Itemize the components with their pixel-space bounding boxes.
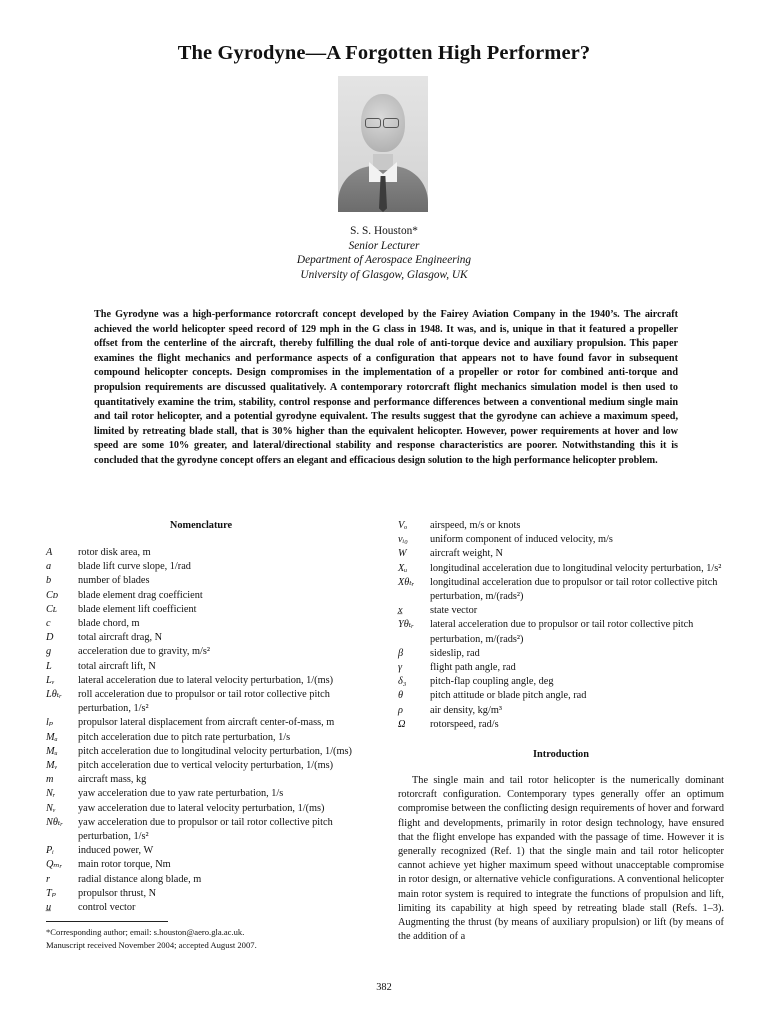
nomenclature-symbol: Yθₜᵣ <box>398 619 414 631</box>
nomenclature-symbol: L <box>46 660 52 672</box>
nomenclature-entry <box>46 731 356 745</box>
nomenclature-definition: blade element lift coefficient <box>78 603 197 615</box>
nomenclature-definition: total aircraft lift, N <box>78 660 156 672</box>
nomenclature-symbol: b <box>46 575 52 587</box>
footnote-author: *Corresponding author; email: s.houston@aero.gla.ac.uk. <box>46 927 245 938</box>
nomenclature-entry <box>398 576 724 604</box>
nomenclature-entry <box>46 603 356 617</box>
nomenclature-definition: flight path angle, rad <box>430 662 516 674</box>
nomenclature-definition: main rotor torque, Nm <box>78 859 171 871</box>
nomenclature-symbol: Nᵥ <box>46 802 56 814</box>
author-university: University of Glasgow, Glasgow, UK <box>300 268 468 281</box>
nomenclature-definition: yaw acceleration due to propulsor or tail rotor collective pitch perturbation, 1/s² <box>78 816 333 843</box>
nomenclature-entry <box>398 675 724 689</box>
nomenclature-heading: Nomenclature <box>169 520 233 531</box>
nomenclature-entry <box>46 887 356 901</box>
abstract: The Gyrodyne was a high-performance rotorcraft concept developed by the Fairey Aviation Company in the 1940’s. The aircraft achieved the world helicopter speed record of 129 mph in the G class in 1948. It was, and is, unique in that it featured a propeller offset from the centerline of the aircraft, thereby fulfilling the dual role of anti-torque device and auxiliary propulsion. This paper examines the flight mechanics and performance aspects of a configuration that appears not to have found favor in subsequent compound helicopter concepts. Design compromises in the implementation of a propeller or rotor for combined anti-torque and propulsion requirements are discussed qualitatively. A contemporary rotorcraft flight mechanics simulation model is then used to quantitatively examine the trim, stability, control response and performance differences between a conventional medium single main and tail rotor helicopter, and a potential gyrodyne equivalent. The results suggest that the gyrodyne can achieve a maximum speed, limited by retreating blade stall, that is 30% higher than the equivalent helicopter. However, power requirements at hover and low speed are some 10% greater, and lateral/directional stability and response characteristics are poorer. Notwithstanding this it is concluded that the gyrodyne concept offers an elegant and efficacious design solution to the high performance helicopter problem. <box>94 309 678 466</box>
nomenclature-entry <box>46 617 356 631</box>
nomenclature-entry <box>398 647 724 661</box>
nomenclature-definition: pitch acceleration due to longitudinal velocity perturbation, 1/(ms) <box>78 745 352 757</box>
nomenclature-symbol: Vₒ <box>398 520 408 531</box>
nomenclature-definition: total aircraft drag, N <box>78 632 163 644</box>
nomenclature-entry <box>398 718 724 732</box>
nomenclature-symbol: lₚ <box>46 717 53 729</box>
nomenclature-definition: yaw acceleration due to lateral velocity perturbation, 1/(ms) <box>78 802 325 814</box>
nomenclature-definition: lateral acceleration due to lateral velocity perturbation, 1/(ms) <box>78 674 334 686</box>
paper-title: The Gyrodyne—A Forgotten High Performer? <box>177 42 591 64</box>
nomenclature-definition: aircraft weight, N <box>430 548 503 560</box>
nomenclature-symbol: Xᵤ <box>398 562 408 574</box>
nomenclature-definition: airspeed, m/s or knots <box>430 520 521 531</box>
nomenclature-definition: propulsor lateral displacement from aircraft center-of-mass, m <box>78 717 335 729</box>
nomenclature-entry <box>398 661 724 675</box>
nomenclature-symbol: r <box>46 873 51 885</box>
nomenclature-entry <box>398 604 724 618</box>
nomenclature-symbol: x̲ <box>398 605 403 617</box>
nomenclature-entry <box>46 844 356 858</box>
nomenclature-entry <box>398 618 724 646</box>
introduction-text: The single main and tail rotor helicopter is the numerically dominant rotorcraft configuration. Contemporary types generally offer an optimum compromise between the conflicting design requirements of hover and forward flight and developments, primarily in rotor design technology, have ensured that the flight envelope has expanded with the passage of time. However it is generally recognized (Ref. 1) that the single main and tail rotor helicopter cannot achieve yet higher maximum speed without unacceptable compromise in rotor design, or alternative vehicle configurations. A conventional helicopter main rotor system is required to integrate the functions of propulsion and lift, limiting its capability at high speed by retreating blade stall (Refs. 1–3). Augmenting the thrust (by means of auxiliary propulsion) or lift (by means of the addition of a <box>398 775 724 943</box>
nomenclature-symbol: Mₐ <box>46 731 58 743</box>
nomenclature-entry <box>46 631 356 645</box>
nomenclature-definition: sideslip, rad <box>430 647 480 659</box>
nomenclature-definition: pitch-flap coupling angle, deg <box>430 676 554 688</box>
nomenclature-definition: uniform component of induced velocity, m/s <box>430 534 613 546</box>
nomenclature-symbol: ρ <box>398 704 403 716</box>
nomenclature-symbol: Nᵣ <box>46 788 56 800</box>
nomenclature-entry <box>398 547 724 561</box>
nomenclature-entry <box>46 660 356 674</box>
nomenclature-symbol: D <box>46 632 54 644</box>
nomenclature-symbol: Cʟ <box>46 603 57 615</box>
nomenclature-entry <box>46 674 356 688</box>
nomenclature-list-right <box>398 519 724 732</box>
nomenclature-definition: number of blades <box>78 575 150 587</box>
nomenclature-definition: pitch acceleration due to vertical velocity perturbation, 1/(ms) <box>78 760 334 772</box>
nomenclature-definition: yaw acceleration due to yaw rate perturbation, 1/s <box>78 788 284 800</box>
nomenclature-entry <box>46 574 356 588</box>
nomenclature-entry <box>398 562 724 576</box>
nomenclature-symbol: Pᵢ <box>46 845 54 857</box>
nomenclature-list-left <box>46 546 356 915</box>
nomenclature-symbol: a <box>46 561 52 573</box>
nomenclature-symbol: g <box>46 646 52 658</box>
nomenclature-symbol: γ <box>398 662 403 674</box>
nomenclature-definition: induced power, W <box>78 845 154 857</box>
nomenclature-entry <box>398 519 724 533</box>
footnote-manuscript: Manuscript received November 2004; accepted August 2007. <box>46 939 257 950</box>
nomenclature-symbol: vᵢ₀ <box>398 534 408 546</box>
nomenclature-definition: state vector <box>430 605 478 617</box>
introduction-heading: Introduction <box>533 749 589 761</box>
nomenclature-entry <box>46 745 356 759</box>
nomenclature-entry <box>398 704 724 718</box>
nomenclature-entry <box>46 901 356 915</box>
nomenclature-symbol: β <box>398 647 404 659</box>
nomenclature-entry <box>46 589 356 603</box>
nomenclature-entry <box>46 787 356 801</box>
nomenclature-entry <box>46 716 356 730</box>
nomenclature-symbol: Qₘᵣ <box>46 859 63 871</box>
footnote-divider <box>46 921 168 922</box>
nomenclature-entry <box>46 773 356 787</box>
nomenclature-entry <box>46 759 356 773</box>
nomenclature-definition: radial distance along blade, m <box>78 873 202 885</box>
nomenclature-symbol: Ω <box>398 718 406 730</box>
nomenclature-definition: lateral acceleration due to propulsor or tail rotor collective pitch perturbation, m/(rads²) <box>430 619 694 645</box>
nomenclature-definition: roll acceleration due to propulsor or tail rotor collective pitch perturbation, 1/s² <box>78 689 330 715</box>
nomenclature-entry <box>46 560 356 574</box>
nomenclature-symbol: c <box>46 618 51 630</box>
author-block <box>0 224 768 282</box>
nomenclature-entry <box>46 858 356 872</box>
nomenclature-definition: control vector <box>78 902 136 914</box>
nomenclature-definition: rotor disk area, m <box>78 547 151 558</box>
nomenclature-symbol: W <box>398 548 407 560</box>
nomenclature-symbol: δ₃ <box>398 676 407 688</box>
nomenclature-definition: blade element drag coefficient <box>78 589 203 601</box>
nomenclature-entry <box>46 546 356 560</box>
nomenclature-symbol: A <box>46 547 53 558</box>
photo-neck <box>373 154 393 170</box>
nomenclature-definition: pitch acceleration due to pitch rate perturbation, 1/s <box>78 731 291 743</box>
nomenclature-symbol: Mᵤ <box>46 745 58 757</box>
page-number: 382 <box>376 982 392 993</box>
nomenclature-definition: blade chord, m <box>78 618 140 630</box>
nomenclature-definition: blade lift curve slope, 1/rad <box>78 561 191 573</box>
right-column <box>398 519 724 944</box>
author-department: Department of Aerospace Engineering <box>296 254 472 266</box>
nomenclature-entry <box>46 645 356 659</box>
nomenclature-symbol: Nθₜᵣ <box>46 816 63 828</box>
nomenclature-definition: pitch attitude or blade pitch angle, rad <box>430 690 587 702</box>
nomenclature-symbol: u̲ <box>46 902 52 914</box>
nomenclature-symbol: θ <box>398 690 404 702</box>
nomenclature-definition: longitudinal acceleration due to propulsor or tail rotor collective pitch perturbation, m/(rads²) <box>430 576 718 603</box>
nomenclature-definition: acceleration due to gravity, m/s² <box>78 646 210 658</box>
nomenclature-entry <box>46 816 356 844</box>
nomenclature-symbol: m <box>46 774 54 786</box>
nomenclature-definition: propulsor thrust, N <box>78 887 157 899</box>
nomenclature-symbol: Lθₜᵣ <box>46 689 62 701</box>
photo-glasses <box>365 118 401 127</box>
nomenclature-definition: air density, kg/m³ <box>430 704 502 716</box>
nomenclature-entry <box>46 873 356 887</box>
nomenclature-symbol: Mᵥ <box>46 760 58 772</box>
nomenclature-symbol: Tₚ <box>46 887 56 899</box>
nomenclature-symbol: Cᴅ <box>46 589 59 601</box>
nomenclature-definition: aircraft mass, kg <box>78 774 147 786</box>
author-position: Senior Lecturer <box>348 239 420 252</box>
nomenclature-symbol: Xθₜᵣ <box>398 576 415 588</box>
nomenclature-definition: rotorspeed, rad/s <box>430 718 499 730</box>
author-photo <box>338 76 428 212</box>
nomenclature-entry <box>46 688 356 716</box>
nomenclature-definition: longitudinal acceleration due to longitudinal velocity perturbation, 1/s² <box>430 562 722 574</box>
nomenclature-entry <box>398 689 724 703</box>
nomenclature-entry <box>46 802 356 816</box>
nomenclature-entry <box>398 533 724 547</box>
nomenclature-symbol: Lᵥ <box>46 674 55 686</box>
left-column <box>46 519 356 951</box>
author-name: S. S. Houston* <box>350 225 418 237</box>
